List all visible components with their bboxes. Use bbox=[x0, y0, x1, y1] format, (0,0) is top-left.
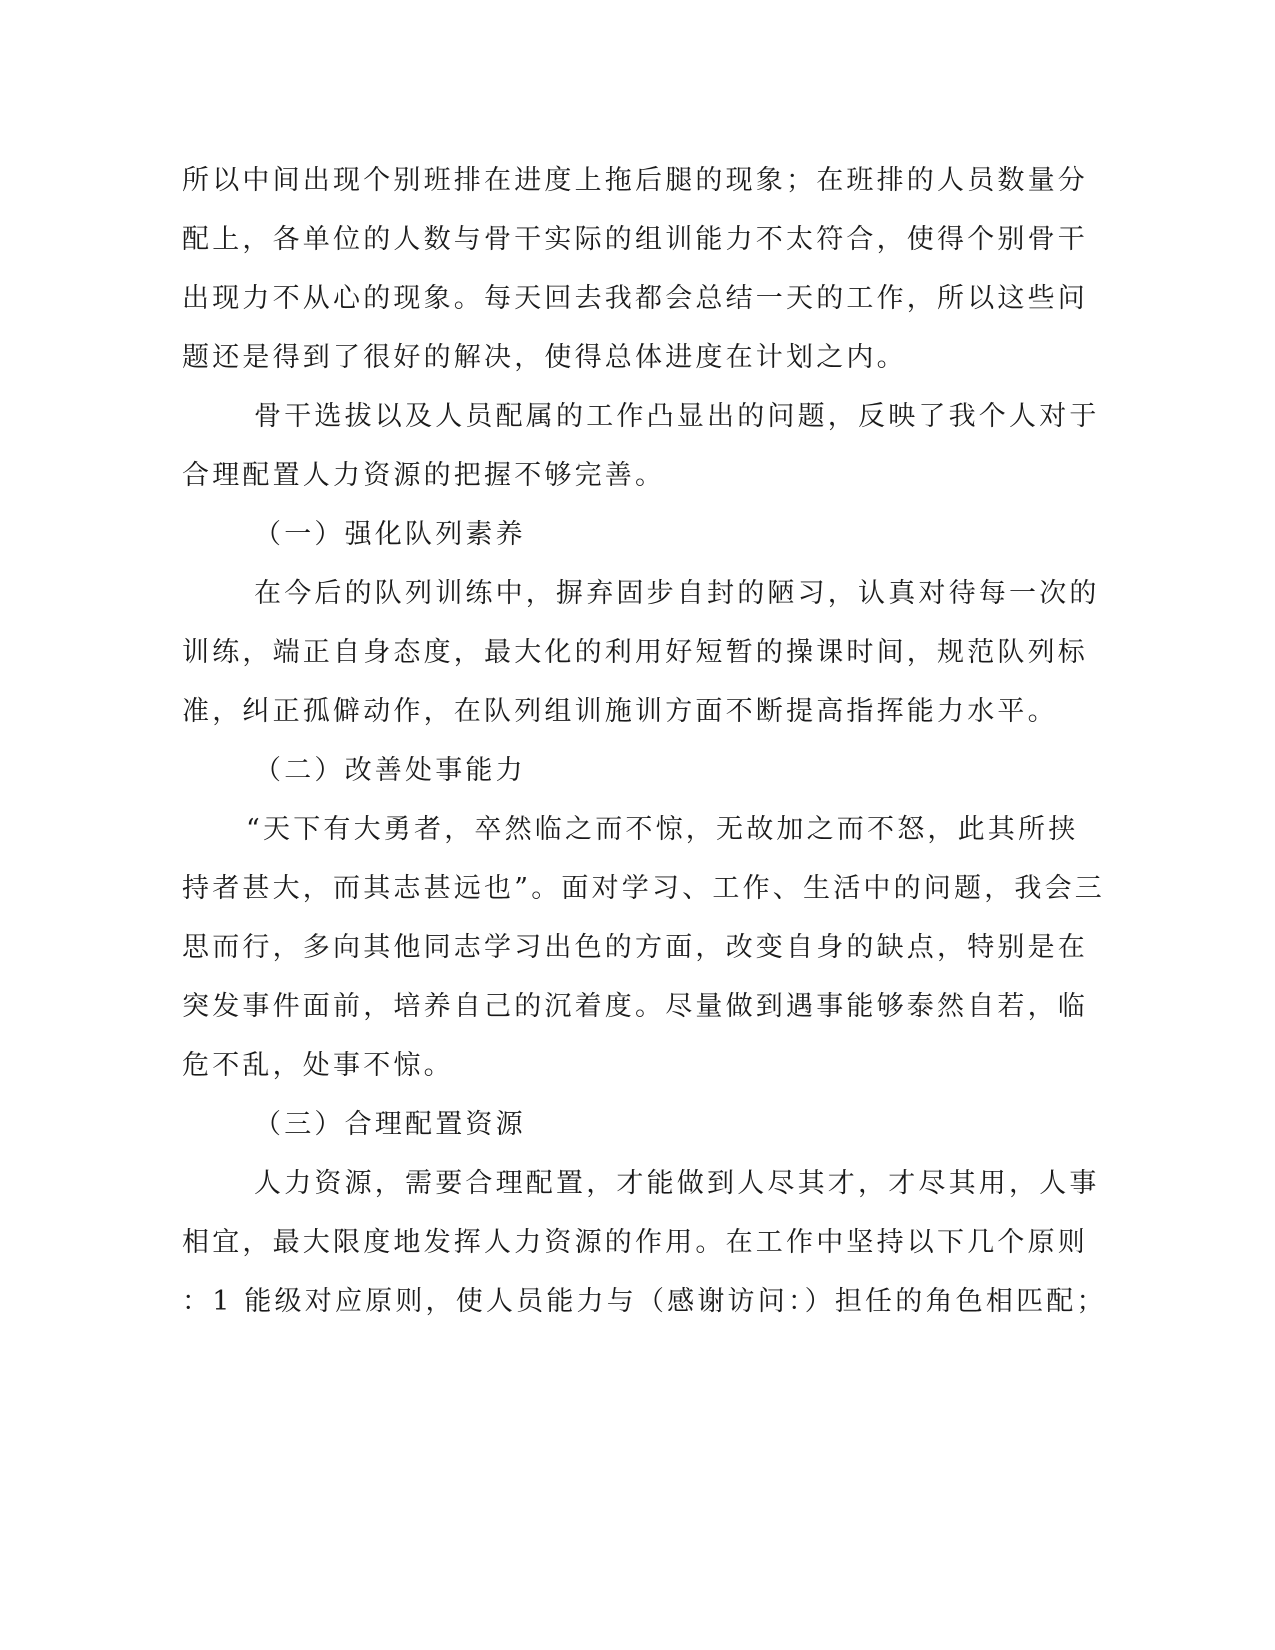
paragraph-line: 持者甚大，而其志甚远也”。面对学习、工作、生活中的问题，我会三 bbox=[182, 873, 1106, 904]
section-heading: （一）强化队列素养 bbox=[254, 519, 526, 550]
section-heading: （三）合理配置资源 bbox=[254, 1109, 526, 1140]
paragraph-line: 骨干选拔以及人员配属的工作凸显出的问题，反映了我个人对于 bbox=[254, 401, 1100, 432]
paragraph-line: 危不乱，处事不惊。 bbox=[182, 1050, 454, 1081]
paragraph-line: 所以中间出现个别班排在进度上拖后腿的现象；在班排的人员数量分 bbox=[182, 165, 1088, 196]
paragraph-line: “天下有大勇者，卒然临之而不惊，无故加之而不怒，此其所挟 bbox=[246, 814, 1079, 845]
paragraph-line: 配上，各单位的人数与骨干实际的组训能力不太符合，使得个别骨干 bbox=[182, 224, 1088, 255]
paragraph-line: 训练，端正自身态度，最大化的利用好短暂的操课时间，规范队列标 bbox=[182, 637, 1088, 668]
paragraph-line: 出现力不从心的现象。每天回去我都会总结一天的工作，所以这些问 bbox=[182, 283, 1088, 314]
paragraph-line: 思而行，多向其他同志学习出色的方面，改变自身的缺点，特别是在 bbox=[182, 932, 1088, 963]
paragraph-line: 相宜，最大限度地发挥人力资源的作用。在工作中坚持以下几个原则 bbox=[182, 1227, 1088, 1258]
paragraph-line: 合理配置人力资源的把握不够完善。 bbox=[182, 460, 666, 491]
paragraph-line: 人力资源，需要合理配置，才能做到人尽其才，才尽其用，人事 bbox=[254, 1168, 1100, 1199]
paragraph-line: ：1 能级对应原则，使人员能力与（感谢访问：）担任的角色相匹配； bbox=[182, 1286, 1107, 1317]
section-heading: （二）改善处事能力 bbox=[254, 755, 526, 786]
paragraph-line: 在今后的队列训练中，摒弃固步自封的陋习，认真对待每一次的 bbox=[254, 578, 1100, 609]
paragraph-line: 题还是得到了很好的解决，使得总体进度在计划之内。 bbox=[182, 342, 907, 373]
paragraph-line: 突发事件面前，培养自己的沉着度。尽量做到遇事能够泰然自若，临 bbox=[182, 991, 1088, 1022]
paragraph-line: 准，纠正孤僻动作，在队列组训施训方面不断提高指挥能力水平。 bbox=[182, 696, 1058, 727]
